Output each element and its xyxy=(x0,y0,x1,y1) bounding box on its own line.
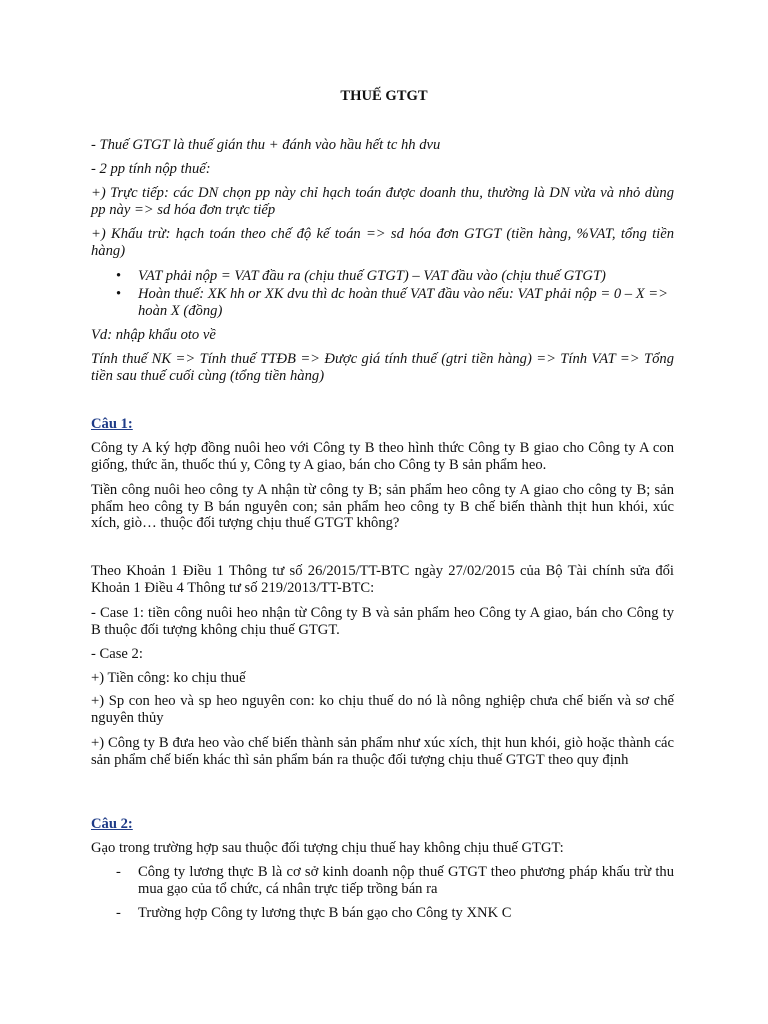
bullet-icon: • xyxy=(116,286,122,302)
cau1-answer-case-1: - Case 1: tiền công nuôi heo nhận từ Công ty B và sản phẩm heo Công ty A giao, bán cho Công ty B thuộc đối tượng không chịu thuế GTGT. xyxy=(91,605,674,638)
cau1-answer-whole-pig: +) Sp con heo và sp heo nguyên con: ko chịu thuế do nó là nông nghiệp chưa chế biến và sơ chế nguyên thủy xyxy=(91,693,674,726)
heading-cau-1: Câu 1: xyxy=(91,416,133,432)
cau1-answer-reference: Theo Khoản 1 Điều 1 Thông tư số 26/2015/TT-BTC ngày 27/02/2015 của Bộ Tài chính sửa đổi Khoản 1 Điều 4 Thông tư số 219/2013/TT-BTC: xyxy=(91,563,674,596)
document-title: THUẾ GTGT xyxy=(340,88,428,104)
cau1-question-1: Công ty A ký hợp đồng nuôi heo với Công ty B theo hình thức Công ty B giao cho Công ty A con giống, thức ăn, thuốc thú y, Công ty A giao, bán cho Công ty B sản phẩm heo. xyxy=(91,440,674,473)
cau2-item-2: Trường hợp Công ty lương thực B bán gạo cho Công ty XNK C xyxy=(138,905,512,921)
intro-direct-method: +) Trực tiếp: các DN chọn pp này chỉ hạch toán được doanh thu, thường là DN vừa và nhỏ dùng pp này => sd hóa đơn trực tiếp xyxy=(91,185,674,218)
bullet-icon: • xyxy=(116,268,122,284)
heading-cau-2: Câu 2: xyxy=(91,816,133,832)
intro-deduction-method: +) Khấu trừ: hạch toán theo chế độ kế toán => sd hóa đơn GTGT (tiền hàng, %VAT, tổng tiền hàng) xyxy=(91,226,674,259)
cau1-answer-wage: +) Tiền công: ko chịu thuế xyxy=(91,670,246,686)
intro-line-2: - 2 pp tính nộp thuế: xyxy=(91,161,211,177)
cau1-question-2: Tiền công nuôi heo công ty A nhận từ công ty B; sản phẩm heo công ty A giao cho công ty B; sản phẩm heo công ty B bán nguyên con; sản phẩm heo công ty B chế biến thành thịt hun khói, xúc xích, giò… thuộc đối tượng chịu thuế GTGT không? xyxy=(91,482,674,531)
cau2-question: Gạo trong trường hợp sau thuộc đối tượng chịu thuế hay không chịu thuế GTGT: xyxy=(91,840,564,856)
calculation-steps: Tính thuế NK => Tính thuế TTĐB => Được giá tính thuế (gtri tiền hàng) => Tính VAT => Tổng tiền sau thuế cuối cùng (tổng tiền hàng) xyxy=(91,351,674,384)
dash-icon: - xyxy=(116,905,121,921)
example-line: Vd: nhập khẩu oto về xyxy=(91,327,216,343)
intro-line-1: - Thuế GTGT là thuế gián thu + đánh vào hầu hết tc hh dvu xyxy=(91,137,441,153)
cau1-answer-processed: +) Công ty B đưa heo vào chế biến thành sản phẩm như xúc xích, thịt hun khói, giò hoặc thành các sản phẩm chế biến khác thì sản phẩm bán ra thuộc đối tượng chịu thuế GTGT theo quy định xyxy=(91,735,674,768)
dash-icon: - xyxy=(116,864,121,880)
cau1-answer-case-2: - Case 2: xyxy=(91,646,143,662)
bullet-vat-payable: VAT phải nộp = VAT đầu ra (chịu thuế GTGT) – VAT đầu vào (chịu thuế GTGT) xyxy=(138,268,606,284)
bullet-tax-refund: Hoàn thuế: XK hh or XK dvu thì dc hoàn thuế VAT đầu vào nếu: VAT phải nộp = 0 – X => hoàn X (đồng) xyxy=(138,286,669,319)
cau2-item-1: Công ty lương thực B là cơ sở kinh doanh nộp thuế GTGT theo phương pháp khấu trừ thu mua gạo của tổ chức, cá nhân trực tiếp trồng bán ra xyxy=(138,864,674,897)
